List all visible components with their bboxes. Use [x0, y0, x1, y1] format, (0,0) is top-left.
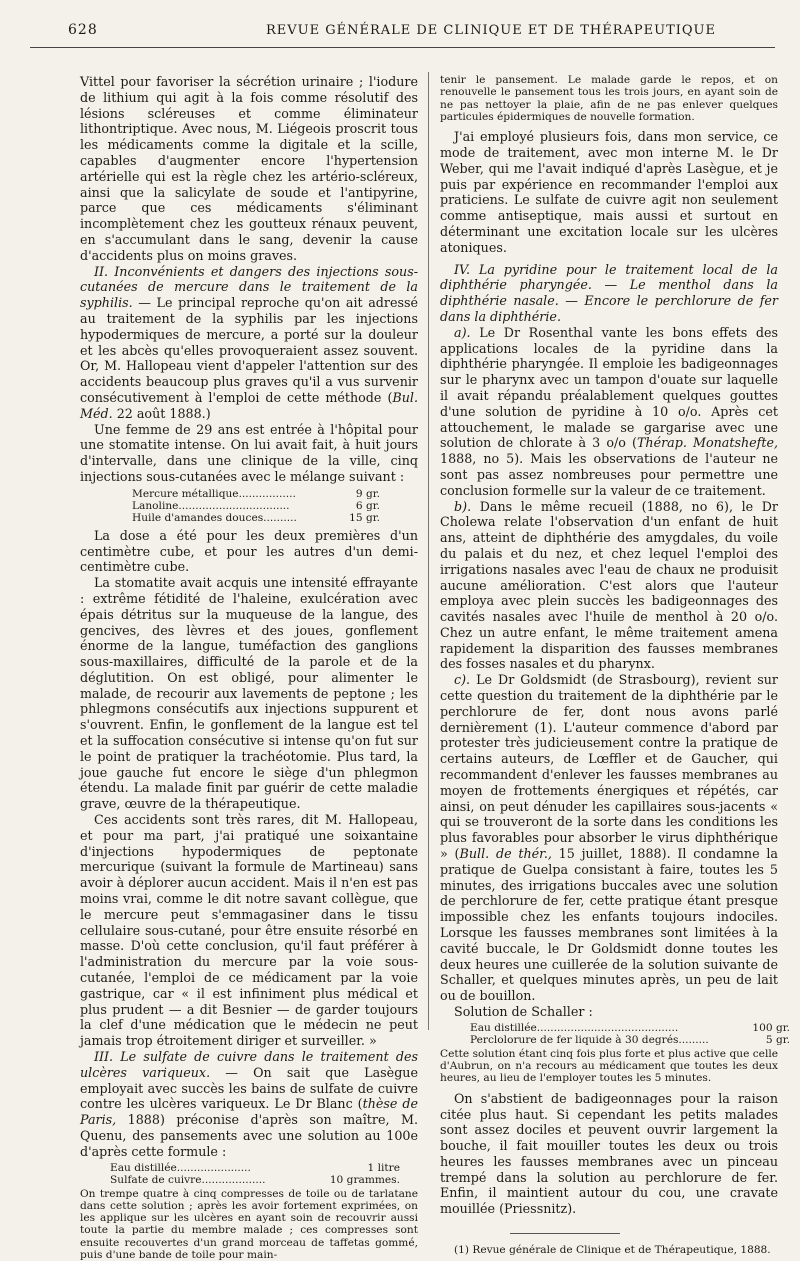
- section-heading: II. Inconvénients et dangers des injections sous-cutanées de mercure dans le traitement de la syphilis.: [80, 263, 418, 311]
- section-four-heading: IV. La pyridine pour le traitement local de la diphthérie pharyngée. — Le menthol dans la diphthérie nasale. — Encore le perchlorure de fer dans la diphthérie.: [440, 261, 778, 324]
- page-number: 628: [68, 22, 98, 38]
- small-paragraph: Cette solution étant cinq fois plus forte et plus active que celle d'Aubrun, on n'a recours au médicament que toutes les deux heures, au lieu de l'employer toutes les 5 minutes.: [440, 1047, 778, 1085]
- paragraph: Une femme de 29 ans est entrée à l'hôpital pour une stomatite intense. On lui avait fait, à huit jours d'intervalle, dans une clinique de la ville, cinq injections sous-cutanées avec le mélange suivant :: [80, 421, 418, 484]
- section-three: III. Le sulfate de cuivre dans le traitement des ulcères variqueux. — On sait que Lasègue employait avec succès les bains de sulfate de cuivre contre les ulcères variqueux. Le Dr Blanc (thèse de Paris, 1888) préconise d'après son maître, M. Quenu, des pansements avec une solution au 100e d'après cette formule :: [80, 1049, 418, 1159]
- recipe-schaller: [470, 1021, 790, 1046]
- recipe-row: Mercure métallique................. 9 gr.: [132, 487, 380, 500]
- paragraph: Solution de Schaller :: [454, 1004, 593, 1020]
- paragraph: Vittel pour favoriser la sécrétion urinaire ; l'iodure de lithium qui agit à la fois comme résolutif des lésions scléreuses et comme éliminateur lithontriptique. Avec nous, M. Liégeois proscrit tous les médicaments comme la digitale et la scille, capables d'augmenter encore l'hypertension artérielle qui est la règle chez les artério-scléreux, ainsi que la salicylate de soude et l'antipyrine, parce que ces médicaments s'éliminant incomplètement chez les goutteux rénaux peuvent, en s'accumulant dans le sang, devenir la cause d'accidents plus on moins graves.: [80, 74, 418, 263]
- recipe-row: Eau distillée.......................................... 100 gr.: [470, 1021, 790, 1034]
- paragraph: On s'abstient de badigeonnages pour la raison citée plus haut. Si cependant les petits malades sont assez dociles et peuvent ouvrir largement la bouche, il fait mouiller toutes les deux ou trois heures les fausses membranes avec un pinceau trempé dans la solution au perchlorure de fer. Enfin, il maintient autour du cou, une cravate mouillée (Priessnitz).: [440, 1090, 778, 1217]
- left-column: [80, 74, 418, 1261]
- recipe-row: Perclolorure de fer liquide à 30 degrés......... 5 gr.: [470, 1033, 790, 1046]
- footnote: (1) Revue générale de Clinique et de Thérapeutique, 1888.: [454, 1244, 771, 1257]
- running-title: REVUE GÉNÉRALE DE CLINIQUE ET DE THÉRAPEUTIQUE: [265, 23, 717, 38]
- recipe-copper-sulfate: [110, 1162, 418, 1186]
- small-paragraph: tenir le pansement. Le malade garde le repos, et on renouvelle le pansement tous les trois jours, en ayant soin de ne pas nettoyer la plaie, afin de ne pas enlever quelques particules épidermiques de nouvelle formation.: [440, 74, 778, 123]
- recipe-row: Lanoline................................. 6 gr.: [132, 499, 380, 512]
- recipe-mercury: [132, 488, 418, 524]
- small-paragraph: On trempe quatre à cinq compresses de toile ou de tarlatane dans cette solution ; après les avoir fortement exprimées, on les applique sur les ulcères en ayant soin de recouvrir aussi toute la partie du membre malade ; ces compresses sont ensuite recouvertes d'un grand morceau de taffetas gommé, puis d'une bande de toile pour main-: [80, 1187, 418, 1261]
- item-c: c). Le Dr Goldsmidt (de Strasbourg), revient sur cette question du traitement de la diphthérie par le perchlorure de fer, dont nous avons parlé dernièrement (1). L'auteur commence d'abord par protester très judicieusement contre la pratique de certains auteurs, de Lœffler et de Gaucher, qui recommandent d'enlever les fausses membranes au moyen de frottements énergiques et répétés, car ainsi, on peut dénuder les capillaires sous-jacents « qui se trouveront de la sorte dans les conditions les plus favorables pour absorber le virus diphthérique » (Bull. de thér., 15 juillet, 1888). Il condamne la pratique de Guelpa consistant à faire, toutes les 5 minutes, des irrigations buccales avec une solution de perchlorure de fer, cette pratique étant presque impossible chez les enfants toujours indociles. Lorsque les fausses membranes sont limitées à la cavité buccale, le Dr Goldsmidt donne toutes les deux heures une cuillerée de la solution suivante de Schaller, et quelques minutes après, un peu de lait ou de bouillon.: [440, 672, 778, 1004]
- header-rule: [30, 47, 775, 48]
- page-header: [30, 22, 772, 42]
- paragraph: J'ai employé plusieurs fois, dans mon service, ce mode de traitement, avec mon interne M. le Dr Weber, qui me l'avait indiqué d'après Lasègue, et je puis par expérience en recommander l'emploi aux praticiens. Le sulfate de cuivre agit non seulement comme antiseptique, mais aussi et surtout en déterminant une excitation locale sur les ulcères atoniques.: [440, 129, 778, 255]
- item-a: a). Le Dr Rosenthal vante les bons effets des applications locales de la pyridine dans la diphthérie pharyngée. Il emploie les badigeonnages sur le pharynx avec un tampon d'ouate sur laquelle il avait répandu préalablement quelques gouttes d'une solution de pyridine à 10 o/o. Après cet attouchement, le malade se gargarise avec une solution de chlorate à 3 o/o (Thérap. Monatshefte, 1888, no 5). Mais les observations de l'auteur ne sont pas assez nombreuses pour permettre une conclusion formelle sur la valeur de ce traitement.: [440, 324, 778, 498]
- paragraph: La stomatite avait acquis une intensité effrayante : extrême fétidité de l'haleine, exulcération avec épais détritus sur la muqueuse de la langue, des gencives, des lèvres et des joues, gonflement énorme de la langue, tuméfaction des ganglions sous-maxillaires, difficulté de la parole et de la déglutition. On est obligé, pour alimenter le malade, de recourir aux lavements de peptone ; les phlegmons consécutifs aux injections suppurent et s'ouvrent. Enfin, le gonflement de la langue est tel et la suffocation consécutive si intense qu'on fut sur le point de pratiquer la trachéotomie. Plus tard, la joue gauche fut encore le siège d'un phlegmon étendu. La malade finit par guérir de cette maladie grave, œuvre de la thérapeutique.: [80, 575, 418, 812]
- right-column: [440, 74, 790, 1257]
- recipe-row: Sulfate de cuivre................... 10 grammes.: [110, 1173, 400, 1186]
- paragraph: La dose a été pour les deux premières d'un centimètre cube, et pour les autres d'un demi-centimètre cube.: [80, 527, 418, 575]
- section-heading: III. Le sulfate de cuivre dans le traitement des ulcères variqueux.: [80, 1049, 418, 1080]
- column-divider: [428, 72, 429, 1030]
- item-b: b). Dans le même recueil (1888, no 6), le Dr Cholewa relate l'observation d'un enfant de huit ans, atteint de diphthérie des amygdales, du voile du palais et du nez, et chez lequel l'emploi des irrigations nasales avec l'eau de chaux ne produisit aucune amélioration. C'est alors que l'auteur employa avec plein succès les badigeonnages des cavités nasales avec l'huile de menthol à 20 o/o. Chez un autre enfant, le même traitement amena rapidement la disparition des fausses membranes des fosses nasales et du pharynx.: [440, 498, 778, 672]
- recipe-row: Eau distillée...................... 1 litre: [110, 1161, 400, 1174]
- section-two: II. Inconvénients et dangers des injections sous-cutanées de mercure dans le traitement de la syphilis. — Le principal reproche qu'on ait adressé au traitement de la syphilis par les injections hypodermiques de mercure, a porté sur la douleur et les abcès qu'elles provoqueraient assez souvent. Or, M. Hallopeau vient d'appeler l'attention sur des accidents beaucoup plus graves qu'il a vus survenir consécutivement à l'emploi de cette méthode (Bul. Méd. 22 août 1888.): [80, 263, 418, 421]
- paragraph: Ces accidents sont très rares, dit M. Hallopeau, et pour ma part, j'ai pratiqué une soixantaine d'injections hypodermiques de peptonate mercurique (suivant la formule de Martineau) sans avoir à déplorer aucun accident. Mais il n'en est pas moins vrai, comme le dit notre savant collègue, que le mercure peut s'emmagasiner dans le tissu cellulaire sous-cutané, pour être ensuite résorbé en masse. D'où cette conclusion, qu'il faut préférer à l'administration du mercure par la voie sous-cutanée, l'emploi de ce médicament par la voie gastrique, car « il est infiniment plus médical et plus prudent — a dit Besnier — de garder toujours la clef d'une médication que le médecin ne peut jamais trop étroitement diriger et surveiller. »: [80, 812, 418, 1049]
- recipe-row: Huile d'amandes douces.......... 15 gr.: [132, 511, 380, 524]
- footnote-rule: [510, 1233, 620, 1234]
